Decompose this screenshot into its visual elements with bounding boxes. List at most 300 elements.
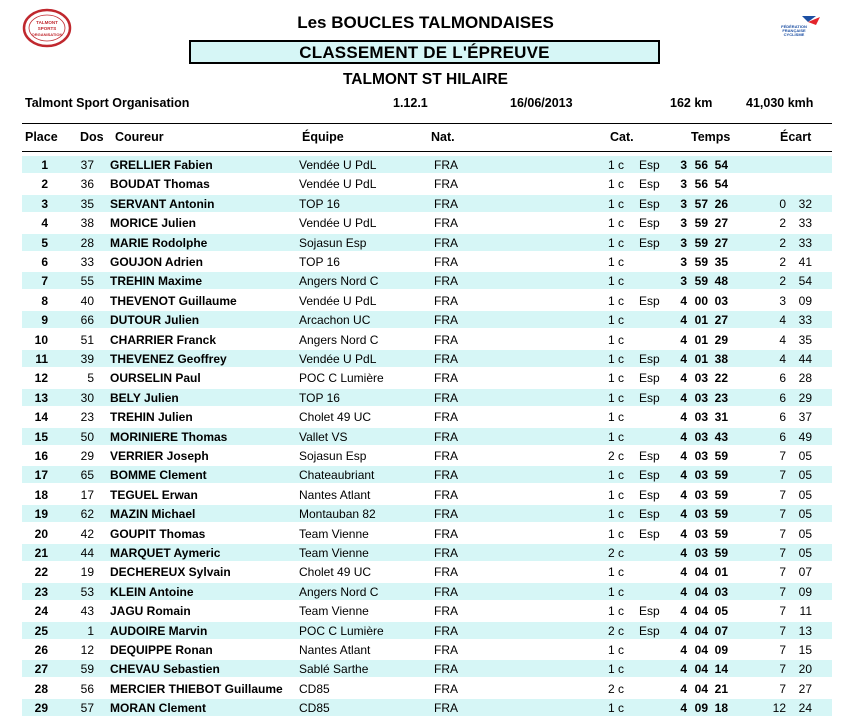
cell-nat: FRA — [434, 623, 458, 638]
cell-time-s: 05 — [714, 604, 728, 619]
cell-team: Montauban 82 — [299, 507, 376, 522]
cell-esp: Esp — [639, 526, 660, 541]
cell-time-s: 27 — [714, 216, 728, 231]
cell-place: 25 — [34, 623, 48, 638]
cell-team: POC C Lumière — [299, 623, 384, 638]
cell-dos: 38 — [80, 216, 94, 231]
cell-rider: KLEIN Antoine — [110, 584, 194, 599]
cell-team: CD85 — [299, 681, 330, 696]
col-header-gap: Écart — [780, 130, 812, 144]
cell-gap-m: 2 — [779, 274, 786, 289]
cell-cat: 2 c — [607, 681, 624, 696]
cell-place: 18 — [34, 487, 48, 502]
table-row — [22, 408, 832, 425]
logo-right-line: FRANÇAISE — [782, 28, 806, 33]
cell-dos: 36 — [80, 177, 94, 192]
cell-gap-m: 4 — [779, 352, 786, 366]
cell-team: Chateaubriant — [299, 468, 375, 483]
cell-dos: 43 — [80, 604, 94, 619]
table-row — [22, 505, 832, 522]
cell-time-m: 03 — [694, 468, 708, 483]
cell-rider: DECHEREUX Sylvain — [110, 565, 231, 580]
cell-time-m: 04 — [694, 604, 708, 619]
cell-nat: FRA — [434, 390, 458, 405]
cell-rider: DEQUIPPE Ronan — [110, 643, 213, 657]
cell-time-h: 4 — [680, 429, 687, 444]
cell-gap-m: 7 — [779, 526, 786, 541]
cell-time-s: 54 — [714, 177, 728, 192]
cell-time-h: 4 — [680, 526, 687, 541]
cell-nat: FRA — [434, 313, 458, 328]
cell-time-m: 09 — [694, 701, 708, 716]
cell-time-m: 59 — [694, 255, 708, 269]
cell-team: Nantes Atlant — [299, 487, 371, 502]
cell-cat: 1 c — [607, 177, 624, 192]
cell-time-h: 3 — [680, 216, 687, 231]
col-header-dos: Dos — [80, 130, 104, 144]
cell-dos: 62 — [80, 507, 94, 522]
table-row — [22, 544, 832, 561]
cell-dos: 44 — [80, 546, 94, 560]
cell-rider: THEVENOT Guillaume — [110, 293, 237, 308]
cell-place: 3 — [41, 196, 48, 211]
cell-team: Vendée U PdL — [299, 216, 377, 231]
cell-cat: 1 c — [607, 584, 624, 599]
cell-gap-s: 05 — [798, 546, 812, 560]
cell-team: Angers Nord C — [299, 274, 379, 289]
col-header-place: Place — [25, 130, 58, 144]
cell-esp: Esp — [639, 371, 660, 386]
cell-cat: 1 c — [607, 158, 624, 172]
col-header-team: Équipe — [302, 130, 344, 144]
race-distance: 162 km — [670, 96, 713, 110]
cell-team: Sablé Sarthe — [299, 662, 369, 677]
table-row — [22, 214, 832, 231]
cell-time-s: 23 — [714, 390, 728, 405]
cell-time-h: 3 — [680, 158, 687, 172]
cell-gap-s: 20 — [798, 662, 812, 677]
cell-gap-m: 0 — [779, 196, 786, 211]
cell-cat: 1 c — [607, 352, 624, 366]
cell-time-s: 59 — [714, 468, 728, 483]
cell-time-h: 4 — [680, 701, 687, 716]
cell-esp: Esp — [639, 390, 660, 405]
cell-nat: FRA — [434, 332, 458, 347]
cell-rider: JAGU Romain — [110, 604, 191, 619]
cell-gap-m: 6 — [779, 429, 786, 444]
cell-dos: 57 — [80, 701, 94, 716]
cell-dos: 19 — [80, 565, 94, 580]
cell-gap-s: 05 — [798, 468, 812, 483]
cell-gap-s: 32 — [798, 196, 812, 211]
cell-rider: DUTOUR Julien — [110, 313, 200, 328]
cell-time-h: 4 — [680, 449, 687, 463]
cell-team: Angers Nord C — [299, 332, 379, 347]
cell-time-s: 31 — [714, 410, 728, 425]
cell-place: 4 — [41, 216, 48, 231]
event-title: Les BOUCLES TALMONDAISES — [297, 13, 554, 32]
cell-cat: 1 c — [607, 643, 624, 657]
cell-nat: FRA — [434, 584, 458, 599]
cell-team: TOP 16 — [299, 196, 340, 211]
cell-time-s: 48 — [714, 274, 728, 289]
cell-place: 9 — [41, 313, 48, 328]
cell-nat: FRA — [434, 487, 458, 502]
cell-time-h: 4 — [680, 293, 687, 308]
cell-gap-s: 13 — [798, 623, 812, 638]
cell-dos: 37 — [80, 158, 94, 172]
cell-gap-m: 7 — [779, 449, 786, 463]
cell-team: Cholet 49 UC — [299, 565, 372, 580]
cell-time-m: 04 — [694, 662, 708, 677]
cell-cat: 1 c — [607, 390, 624, 405]
cell-nat: FRA — [434, 274, 458, 289]
logo-right-line: FÉDÉRATION — [781, 24, 807, 29]
cell-team: Team Vienne — [299, 604, 369, 619]
cell-team: Sojasun Esp — [299, 235, 367, 250]
cell-nat: FRA — [434, 507, 458, 522]
cell-team: TOP 16 — [299, 390, 340, 405]
cell-time-s: 03 — [714, 584, 728, 599]
cell-dos: 23 — [80, 410, 94, 425]
table-row — [22, 660, 832, 677]
cell-gap-m: 4 — [779, 313, 786, 328]
cell-gap-m: 7 — [779, 565, 786, 580]
cell-time-s: 27 — [714, 313, 728, 328]
cell-gap-m: 2 — [779, 235, 786, 250]
cell-time-s: 59 — [714, 487, 728, 502]
cell-gap-s: 24 — [798, 701, 812, 716]
cell-gap-s: 09 — [798, 584, 812, 599]
cell-gap-s: 33 — [798, 235, 812, 250]
cell-rider: BOUDAT Thomas — [110, 177, 210, 192]
cell-cat: 1 c — [607, 255, 624, 269]
cell-rider: BOMME Clement — [110, 468, 207, 483]
cell-time-m: 00 — [694, 293, 708, 308]
cell-time-m: 01 — [694, 313, 708, 328]
cell-gap-s: 09 — [798, 293, 812, 308]
cell-rider: MORICE Julien — [110, 216, 197, 231]
table-row — [22, 331, 832, 348]
cell-nat: FRA — [434, 643, 458, 657]
cell-time-m: 04 — [694, 643, 708, 657]
cell-dos: 53 — [80, 584, 94, 599]
cell-esp: Esp — [639, 623, 660, 638]
cell-gap-m: 6 — [779, 410, 786, 425]
cell-team: Vendée U PdL — [299, 177, 377, 192]
cell-place: 2 — [41, 177, 48, 192]
cell-nat: FRA — [434, 158, 458, 172]
cell-gap-s: 05 — [798, 526, 812, 541]
cell-gap-m: 6 — [779, 390, 786, 405]
header-rule-top — [22, 123, 832, 124]
cell-time-m: 01 — [694, 352, 708, 366]
cell-dos: 12 — [80, 643, 94, 657]
table-row — [22, 641, 832, 658]
cell-time-m: 03 — [694, 371, 708, 386]
cell-dos: 39 — [80, 352, 94, 366]
cell-nat: FRA — [434, 371, 458, 386]
cell-time-h: 3 — [680, 274, 687, 289]
cell-gap-s: 05 — [798, 507, 812, 522]
cell-team: Team Vienne — [299, 546, 369, 560]
cell-rider: BELY Julien — [110, 390, 179, 405]
cell-time-m: 03 — [694, 390, 708, 405]
cell-dos: 50 — [80, 429, 94, 444]
cell-gap-s: 41 — [798, 255, 812, 269]
cell-gap-s: 37 — [798, 410, 812, 425]
cell-time-m: 04 — [694, 565, 708, 580]
cell-gap-m: 12 — [772, 701, 786, 716]
cell-gap-s: 11 — [799, 604, 812, 619]
cell-cat: 1 c — [607, 507, 624, 522]
race-speed: 41,030 kmh — [746, 96, 814, 110]
cell-dos: 40 — [80, 293, 94, 308]
cell-cat: 1 c — [607, 468, 624, 483]
table-row — [22, 175, 832, 192]
cell-cat: 1 c — [607, 274, 624, 289]
cell-cat: 1 c — [607, 565, 624, 580]
table-row — [22, 311, 832, 328]
cell-place: 27 — [34, 662, 48, 677]
cell-gap-m: 7 — [779, 604, 786, 619]
cell-cat: 1 c — [607, 332, 624, 347]
cell-dos: 66 — [80, 313, 94, 328]
cell-esp: Esp — [639, 177, 660, 192]
cell-esp: Esp — [639, 449, 660, 463]
cell-time-m: 59 — [694, 235, 708, 250]
cell-nat: FRA — [434, 255, 458, 269]
col-header-rider: Coureur — [115, 130, 164, 144]
cell-gap-s: 35 — [798, 332, 812, 347]
cell-cat: 2 c — [607, 546, 624, 560]
table-row — [22, 583, 832, 600]
cell-rider: OURSELIN Paul — [110, 371, 201, 386]
table-row — [22, 699, 832, 716]
cell-nat: FRA — [434, 235, 458, 250]
cell-rider: MORINIERE Thomas — [110, 429, 228, 444]
cell-place: 11 — [35, 352, 48, 366]
cell-place: 10 — [34, 332, 48, 347]
cell-cat: 1 c — [607, 293, 624, 308]
cell-time-h: 4 — [680, 390, 687, 405]
cell-rider: GRELLIER Fabien — [110, 158, 213, 172]
cell-place: 6 — [41, 255, 48, 269]
cell-gap-m: 7 — [779, 662, 786, 677]
cell-rider: GOUPIT Thomas — [110, 526, 206, 541]
cell-time-m: 03 — [694, 507, 708, 522]
organizer: Talmont Sport Organisation — [25, 96, 190, 110]
cell-time-h: 4 — [680, 604, 687, 619]
cell-cat: 1 c — [607, 216, 624, 231]
cell-place: 8 — [41, 293, 48, 308]
cell-place: 26 — [34, 643, 48, 657]
table-row — [22, 195, 832, 212]
cell-time-m: 03 — [694, 449, 708, 463]
col-header-time: Temps — [691, 130, 731, 144]
cell-rider: MERCIER THIEBOT Guillaume — [110, 681, 283, 696]
cell-rider: VERRIER Joseph — [110, 449, 209, 463]
cell-nat: FRA — [434, 526, 458, 541]
cell-team: Team Vienne — [299, 526, 369, 541]
table-row — [22, 602, 832, 619]
cell-time-s: 43 — [714, 429, 728, 444]
cell-time-h: 4 — [680, 371, 687, 386]
cell-esp: Esp — [639, 216, 660, 231]
cell-time-h: 4 — [680, 352, 687, 366]
cell-esp: Esp — [639, 196, 660, 211]
cell-nat: FRA — [434, 449, 458, 463]
cell-nat: FRA — [434, 604, 458, 619]
cell-team: Vallet VS — [299, 429, 348, 444]
cell-place: 17 — [34, 468, 48, 483]
cell-esp: Esp — [639, 507, 660, 522]
cell-rider: TREHIN Maxime — [110, 274, 203, 289]
cell-time-s: 22 — [714, 371, 728, 386]
cell-time-m: 04 — [694, 584, 708, 599]
cell-place: 5 — [41, 235, 48, 250]
race-code: 1.12.1 — [393, 96, 428, 110]
logo-left-line: TALMONT — [36, 20, 58, 25]
location-title: TALMONT ST HILAIRE — [342, 71, 509, 88]
race-date: 16/06/2013 — [510, 96, 573, 110]
cell-dos: 28 — [80, 235, 94, 250]
cell-rider: AUDOIRE Marvin — [110, 623, 208, 638]
table-row — [22, 350, 832, 367]
table-row — [22, 234, 832, 251]
table-row — [22, 156, 832, 173]
cell-esp: Esp — [639, 468, 660, 483]
cell-rider: MORAN Clement — [110, 701, 207, 716]
cell-gap-s: 05 — [798, 487, 812, 502]
cell-time-m: 59 — [694, 274, 708, 289]
cell-place: 16 — [34, 449, 48, 463]
cell-time-h: 4 — [680, 332, 687, 347]
cell-gap-m: 7 — [779, 643, 786, 657]
logo-left-line: SPORTS — [37, 26, 57, 31]
logo-right-line: CYCLISME — [783, 32, 805, 37]
cell-time-h: 3 — [680, 235, 687, 250]
cell-time-m: 56 — [694, 158, 708, 172]
cell-rider: MARQUET Aymeric — [110, 546, 221, 560]
cell-team: TOP 16 — [299, 255, 340, 269]
table-row — [22, 389, 832, 406]
cell-time-m: 04 — [694, 681, 708, 696]
cell-cat: 1 c — [607, 371, 624, 386]
cell-time-m: 56 — [694, 177, 708, 192]
cell-cat: 1 c — [607, 604, 624, 619]
cell-time-m: 57 — [694, 196, 708, 211]
cell-dos: 51 — [80, 332, 94, 347]
cell-time-m: 03 — [694, 487, 708, 502]
cell-team: Vendée U PdL — [299, 352, 377, 366]
cell-time-h: 4 — [680, 623, 687, 638]
cell-rider: MAZIN Michael — [110, 507, 196, 522]
cell-rider: CHARRIER Franck — [110, 332, 217, 347]
cell-team: Vendée U PdL — [299, 158, 377, 172]
cell-nat: FRA — [434, 429, 458, 444]
cell-time-s: 26 — [714, 196, 728, 211]
cell-time-s: 38 — [714, 352, 728, 366]
table-row — [22, 292, 832, 309]
cell-rider: GOUJON Adrien — [110, 255, 203, 269]
cell-gap-s: 07 — [798, 565, 812, 580]
cell-time-s: 54 — [714, 158, 728, 172]
cell-time-m: 03 — [694, 410, 708, 425]
cell-dos: 35 — [80, 196, 94, 211]
cell-gap-s: 44 — [798, 352, 812, 366]
cell-dos: 59 — [80, 662, 94, 677]
cell-time-m: 04 — [694, 623, 708, 638]
cell-gap-m: 7 — [779, 681, 786, 696]
cell-gap-m: 3 — [779, 293, 786, 308]
table-row — [22, 486, 832, 503]
cell-nat: FRA — [434, 565, 458, 580]
table-row — [22, 563, 832, 580]
cell-time-m: 01 — [694, 332, 708, 347]
cell-esp: Esp — [639, 235, 660, 250]
cell-gap-s: 15 — [798, 643, 812, 657]
cell-team: Vendée U PdL — [299, 293, 377, 308]
cell-time-h: 4 — [680, 662, 687, 677]
cell-time-s: 59 — [714, 507, 728, 522]
cell-time-s: 59 — [714, 526, 728, 541]
cell-esp: Esp — [639, 487, 660, 502]
cell-dos: 29 — [80, 449, 94, 463]
cell-time-s: 21 — [714, 681, 728, 696]
cell-cat: 2 c — [607, 449, 624, 463]
table-row — [22, 428, 832, 445]
cell-gap-s: 05 — [798, 449, 812, 463]
cell-team: CD85 — [299, 701, 330, 716]
cell-place: 24 — [34, 604, 48, 619]
cell-time-s: 01 — [714, 565, 728, 580]
cell-time-h: 4 — [680, 643, 687, 657]
cell-time-h: 4 — [680, 565, 687, 580]
table-row — [22, 272, 832, 289]
ranking-title: CLASSEMENT DE L'ÉPREUVE — [189, 40, 660, 64]
cell-time-s: 14 — [714, 662, 728, 677]
cell-time-s: 18 — [714, 701, 728, 716]
cell-team: Arcachon UC — [299, 313, 371, 328]
table-row — [22, 525, 832, 542]
cell-time-s: 59 — [714, 546, 728, 560]
table-row — [22, 447, 832, 464]
cell-time-s: 27 — [714, 235, 728, 250]
cell-time-s: 35 — [714, 255, 728, 269]
table-row — [22, 622, 832, 639]
cell-dos: 5 — [87, 371, 94, 386]
cell-gap-m: 7 — [779, 507, 786, 522]
cell-time-m: 03 — [694, 546, 708, 560]
cell-gap-s: 54 — [798, 274, 812, 289]
cell-time-h: 4 — [680, 410, 687, 425]
cell-time-h: 4 — [680, 584, 687, 599]
cell-place: 21 — [34, 546, 48, 560]
cell-time-m: 03 — [694, 429, 708, 444]
cell-cat: 1 c — [607, 410, 624, 425]
cell-time-s: 59 — [714, 449, 728, 463]
cell-time-h: 3 — [680, 196, 687, 211]
cell-time-h: 4 — [680, 507, 687, 522]
logo-left-line: ORGANISATION — [31, 32, 63, 37]
cell-nat: FRA — [434, 352, 458, 366]
cell-esp: Esp — [639, 604, 660, 619]
cell-nat: FRA — [434, 196, 458, 211]
cell-team: POC C Lumière — [299, 371, 384, 386]
table-row — [22, 466, 832, 483]
col-header-cat: Cat. — [610, 130, 634, 144]
